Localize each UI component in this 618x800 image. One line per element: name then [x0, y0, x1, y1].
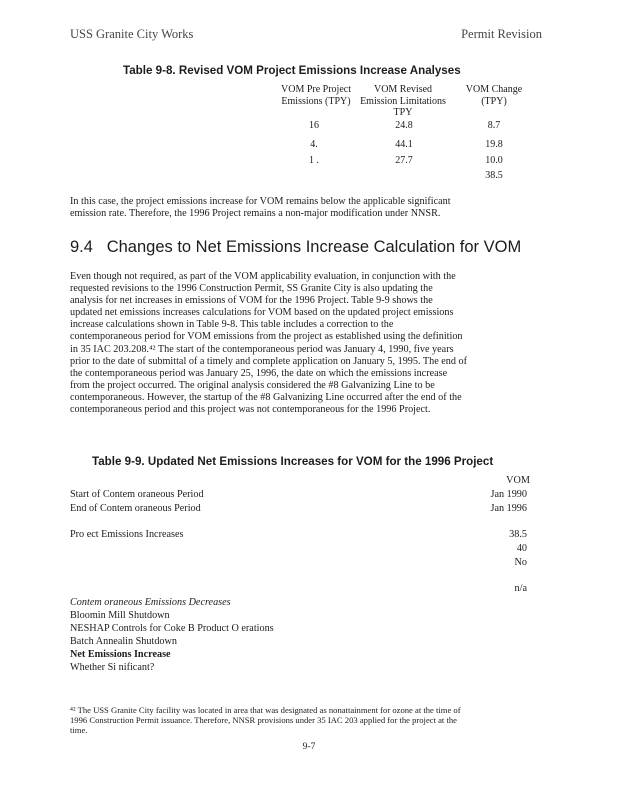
text-line: prior to the date of submittal of a timely and complete application on January 5, 1995. The end of	[70, 355, 468, 367]
text-line: contemporaneous. However, the startup of the #8 Galvanizing Line occurred after the end of the	[70, 391, 462, 403]
section-heading	[70, 238, 521, 257]
table-9-9-row-value: n/a	[514, 583, 527, 594]
table-9-8-cell: 27.7	[395, 155, 413, 166]
table-9-8-cell: 10.0	[485, 155, 503, 166]
text-line: from the project occurred. The original analysis considered the #8 Galvanizing Line to be	[70, 379, 435, 391]
table-9-9-row-value: 38.5	[509, 529, 527, 540]
table-9-9-subheading: Contem oraneous Emissions Decreases	[70, 597, 231, 608]
text-line: In this case, the project emissions increase for VOM remains below the applicable significant	[70, 196, 451, 207]
text-line: requested revisions to the 1996 Construction Permit, SS Granite City is also updating the	[70, 283, 433, 295]
table-9-9-row-value: 40	[516, 543, 527, 554]
table-9-9-row-value: Jan 1990	[490, 489, 527, 500]
table-9-8-col-header: VOM Pre Project Emissions (TPY)	[281, 84, 351, 107]
table-9-9-row-label: Pro ect Emissions Increases	[70, 529, 184, 540]
table-9-9-col-header: VOM	[506, 475, 530, 486]
table-9-9-row-label: Start of Contem oraneous Period	[70, 489, 204, 500]
text-line: emission rate. Therefore, the 1996 Project remains a non-major modification under NNSR.	[70, 208, 441, 220]
table-9-8-cell: 16	[309, 120, 319, 131]
text-line: analysis for net increases in emissions of VOM for the 1996 Project. Table 9-9 shows the	[70, 295, 433, 307]
table-9-9-row-label: Batch Annealin Shutdown	[70, 636, 177, 647]
table-9-8-col-header: VOM Change (TPY)	[465, 84, 523, 107]
text-line: Even though not required, as part of the VOM applicability evaluation, in conjunction with the	[70, 271, 456, 282]
table-9-8-cell: 8.7	[487, 120, 501, 131]
text-line: ⁴² The USS Granite City facility was located in area that was designated as nonattainment for ozone at the time of	[70, 705, 461, 715]
table-9-8-cell: 1 .	[309, 155, 319, 166]
table-9-8-cell: 19.8	[485, 139, 503, 150]
footnote	[70, 705, 540, 736]
table-9-9-row-value: No	[514, 557, 527, 568]
table-9-9-row-value: Jan 1996	[490, 503, 527, 514]
header-left: USS Granite City Works	[70, 27, 194, 41]
page-number: 9-7	[302, 742, 316, 752]
table-9-8-cell: 44.1	[395, 139, 413, 150]
text-line: the contemporaneous period was January 25, 1996, the date on which the emissions increase	[70, 367, 448, 379]
text-line: updated net emissions increases calculations for VOM based on the updated project emissions	[70, 307, 454, 319]
table-9-8-total: 38.5	[485, 170, 503, 181]
section-title: Changes to Net Emissions Increase Calculation for VOM	[106, 238, 522, 256]
table-9-8-caption: Table 9-8. Revised VOM Project Emissions Increase Analyses	[123, 64, 461, 77]
paragraph-1	[70, 196, 540, 220]
text-line: contemporaneous period and this project was not contemporaneous for the 1996 Project.	[70, 404, 431, 416]
text-line: contemporaneous period for VOM emissions from the project as established using the definition	[70, 331, 463, 343]
paragraph-2	[70, 271, 540, 416]
table-9-8-col-header: VOM Revised Emission Limitations TPY	[360, 84, 446, 118]
table-9-9-row-label: End of Contem oraneous Period	[70, 503, 201, 514]
table-9-9-row-label: Net Emissions Increase	[70, 649, 171, 660]
text-line: 1996 Construction Permit issuance. Therefore, NNSR provisions under 35 IAC 203 applied for the project at the	[70, 715, 457, 726]
text-line: in 35 IAC 203.208.⁴² The start of the contemporaneous period was January 4, 1990, five years	[70, 343, 454, 355]
table-9-9-row-label: Whether Si nificant?	[70, 662, 155, 673]
table-9-8-cell: 24.8	[395, 120, 413, 131]
section-number: 9.4	[70, 238, 93, 256]
table-9-9-row-label: Bloomin Mill Shutdown	[70, 610, 170, 621]
header-right: Permit Revision	[461, 27, 542, 41]
table-9-9-row-label: NESHAP Controls for Coke B Product O erations	[70, 623, 274, 634]
table-9-9-caption: Table 9-9. Updated Net Emissions Increases for VOM for the 1996 Project	[92, 455, 494, 468]
table-9-8-cell: 4.	[310, 139, 318, 150]
text-line: time.	[70, 725, 88, 736]
text-line: increase calculations shown in Table 9-8. This table includes a correction to the	[70, 319, 394, 331]
